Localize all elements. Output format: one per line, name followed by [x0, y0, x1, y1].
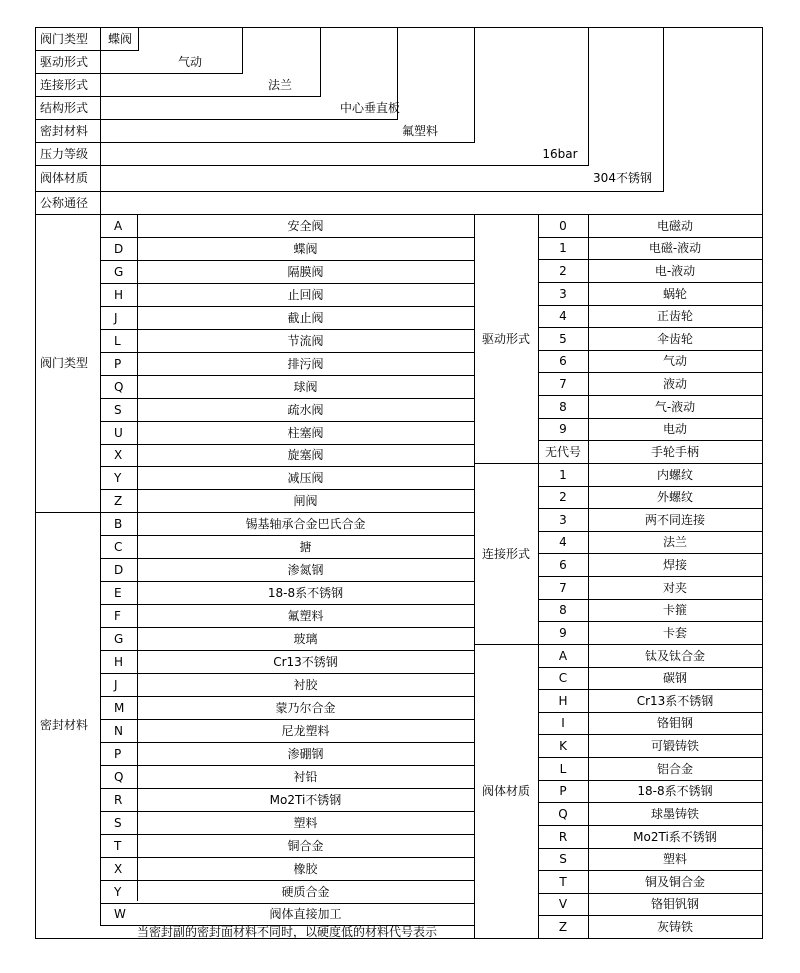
seal-material-code: R	[114, 793, 123, 807]
grid-line	[474, 644, 539, 645]
seal-material-name: 蒙乃尔合金	[275, 701, 336, 715]
code-cell: 3	[559, 513, 567, 527]
code-cell: 1	[559, 468, 567, 482]
grid-line	[100, 627, 475, 628]
code-cell: 1	[559, 241, 567, 255]
grid-line	[100, 375, 475, 376]
name-cell: 铝合金	[656, 762, 693, 776]
valve-type-name: 节流阀	[287, 334, 324, 348]
seal-material-code: C	[114, 540, 123, 554]
seal-material-code: M	[114, 701, 125, 715]
name-cell: 钛及钛合金	[644, 649, 705, 663]
grid-line	[100, 834, 475, 835]
seal-material-name: 18-8系不锈钢	[267, 586, 344, 600]
code-cell: T	[559, 875, 567, 889]
seal-material-code: P	[114, 747, 122, 761]
seal-material-name: 衬铅	[293, 770, 318, 784]
grid-line	[474, 463, 539, 464]
name-cell: 正齿轮	[656, 309, 693, 323]
seal-material-code: D	[114, 563, 124, 577]
grid-line	[100, 673, 475, 674]
seal-material-name: 橡胶	[293, 862, 318, 876]
grid-line	[538, 282, 763, 283]
grid-line	[100, 581, 475, 582]
grid-line	[538, 689, 763, 690]
grid-line	[100, 512, 475, 513]
valve-type-code: A	[114, 219, 123, 233]
seal-material-code: H	[114, 655, 124, 669]
valve-type-name: 蝶阀	[293, 242, 318, 256]
valve-type-name: 隔膜阀	[287, 265, 324, 279]
grid-line	[538, 599, 763, 600]
grid-line	[100, 696, 475, 697]
grid-line	[538, 237, 763, 238]
valve-type-name: 旋塞阀	[287, 448, 324, 462]
grid-line	[35, 119, 398, 120]
grid-line	[35, 165, 589, 166]
grid-line	[100, 903, 475, 904]
seal-material-name: 锡基轴承合金巴氏合金	[245, 517, 366, 531]
header-value-seal: 氟塑料	[401, 124, 438, 138]
grid-line	[100, 604, 475, 605]
code-cell: K	[559, 739, 567, 753]
grid-line	[100, 719, 475, 720]
grid-line	[100, 50, 139, 51]
code-cell: C	[558, 671, 568, 685]
valve-type-code: U	[114, 426, 123, 440]
name-cell: 可锻铸铁	[650, 739, 699, 753]
grid-line	[100, 352, 475, 353]
grid-line	[538, 644, 763, 645]
name-cell: 手轮手柄	[650, 445, 699, 459]
grid-line	[663, 27, 664, 192]
header-label: 压力等级	[40, 147, 89, 161]
name-cell: 伞齿轮	[656, 332, 693, 346]
grid-line	[100, 765, 475, 766]
header-label: 公称通径	[40, 196, 89, 210]
grid-line	[100, 489, 475, 490]
seal-material-name: Cr13不锈钢	[273, 655, 338, 669]
valve-type-name: 止回阀	[287, 288, 324, 302]
valve-type-code: J	[114, 311, 118, 325]
header-label: 驱动形式	[40, 55, 89, 69]
header-label: 连接形式	[40, 78, 89, 92]
valve-type-name: 疏水阀	[287, 403, 324, 417]
grid-line	[100, 444, 475, 445]
code-cell: 7	[559, 581, 567, 595]
grid-line	[538, 712, 763, 713]
grid-line	[100, 306, 475, 307]
grid-line	[35, 191, 664, 192]
grid-line	[538, 350, 763, 351]
valve-type-code: H	[114, 288, 124, 302]
grid-line	[538, 893, 763, 894]
code-cell: L	[559, 762, 567, 776]
seal-material-label: 密封材料	[40, 718, 89, 732]
name-cell: 电磁-液动	[648, 241, 702, 255]
grid-line	[100, 421, 475, 422]
seal-material-code: J	[114, 678, 118, 692]
valve-type-code: X	[114, 448, 123, 462]
name-cell: 铬钼钒钢	[650, 897, 699, 911]
seal-material-code: Y	[114, 885, 122, 899]
code-cell: R	[558, 830, 568, 844]
code-cell: H	[558, 694, 568, 708]
seal-material-name: 氟塑料	[287, 609, 324, 623]
seal-material-code: S	[114, 816, 122, 830]
valve-type-code: Q	[114, 380, 124, 394]
name-cell: 18-8系不锈钢	[637, 784, 713, 798]
name-cell: 蜗轮	[662, 287, 687, 301]
seal-material-name: 玻璃	[293, 632, 318, 646]
code-cell: I	[561, 716, 565, 730]
seal-material-name: 尼龙塑料	[281, 724, 330, 738]
grid-line	[538, 372, 763, 373]
grid-line	[100, 650, 475, 651]
grid-line	[35, 142, 475, 143]
seal-material-name: 衬胶	[293, 678, 318, 692]
code-cell: S	[559, 852, 567, 866]
grid-line	[538, 802, 763, 803]
seal-material-name: 铜合金	[287, 839, 324, 853]
valve-type-code: L	[114, 334, 121, 348]
code-cell: P	[559, 784, 567, 798]
header-value-connection: 法兰	[267, 78, 292, 92]
grid-line	[538, 915, 763, 916]
code-cell: Z	[558, 920, 568, 934]
header-label: 阀门类型	[40, 32, 89, 46]
name-cell: 电磁动	[656, 219, 693, 233]
code-cell: 2	[559, 490, 567, 504]
code-cell: 7	[559, 377, 567, 391]
grid-line	[474, 214, 475, 939]
name-cell: Cr13系不锈钢	[636, 694, 714, 708]
grid-line	[538, 780, 763, 781]
valve-type-code: Y	[114, 471, 122, 485]
grid-line	[538, 825, 763, 826]
header-value-drive: 气动	[177, 55, 202, 69]
header-value-body: 304不锈钢	[593, 171, 652, 185]
header-label: 密封材料	[40, 124, 89, 138]
header-label: 结构形式	[40, 101, 89, 115]
grid-line	[100, 237, 475, 238]
grid-line	[538, 531, 763, 532]
seal-material-code: X	[114, 862, 123, 876]
valve-type-name: 柱塞阀	[287, 426, 324, 440]
name-cell: 两不同连接	[644, 513, 705, 527]
grid-line	[100, 73, 243, 74]
code-cell: 8	[559, 400, 567, 414]
grid-line	[100, 811, 475, 812]
seal-material-code: B	[114, 517, 123, 531]
valve-type-name: 安全阀	[287, 219, 324, 233]
name-cell: 焊接	[662, 558, 687, 572]
valve-type-code: G	[114, 265, 124, 279]
seal-material-code: E	[114, 586, 122, 600]
valve-type-name: 排污阀	[287, 357, 324, 371]
grid-line	[35, 73, 101, 74]
grid-line	[100, 283, 475, 284]
grid-line	[35, 27, 763, 28]
grid-line	[100, 558, 475, 559]
seal-material-code: G	[114, 632, 124, 646]
header-label: 阀体材质	[40, 171, 89, 185]
header-value-valve-type: 蝶阀	[108, 32, 133, 46]
code-cell: 5	[559, 332, 567, 346]
grid-line	[35, 96, 321, 97]
seal-material-name: 塑料	[293, 816, 318, 830]
seal-material-name: 硬质合金	[281, 885, 330, 899]
code-cell: 9	[559, 422, 567, 436]
valve-type-label: 阀门类型	[40, 356, 89, 370]
valve-type-name: 减压阀	[287, 471, 324, 485]
grid-line	[35, 27, 36, 939]
code-cell: 4	[559, 535, 567, 549]
code-cell: 6	[559, 354, 567, 368]
grid-line	[538, 395, 763, 396]
body-material-label: 阀体材质	[481, 784, 530, 798]
drive-label: 驱动形式	[481, 332, 530, 346]
grid-line	[538, 734, 763, 735]
valve-type-name: 球阀	[293, 380, 318, 394]
name-cell: 法兰	[662, 535, 687, 549]
code-cell: 0	[559, 219, 567, 233]
code-cell: A	[558, 649, 568, 663]
grid-line	[100, 214, 101, 926]
name-cell: 灰铸铁	[656, 920, 693, 934]
grid-line	[538, 327, 763, 328]
grid-line	[35, 50, 101, 51]
code-cell: 4	[559, 309, 567, 323]
header-value-structure: 中心垂直板	[339, 101, 400, 115]
valve-type-name: 截止阀	[287, 311, 324, 325]
seal-material-name: 渗氮钢	[287, 563, 324, 577]
valve-type-code: Z	[114, 494, 123, 508]
grid-line	[100, 880, 475, 881]
grid-line	[538, 305, 763, 306]
grid-line	[538, 440, 763, 441]
valve-type-code: P	[114, 357, 122, 371]
name-cell: 电-液动	[654, 264, 696, 278]
grid-line	[538, 870, 763, 871]
grid-line	[100, 466, 475, 467]
grid-line	[588, 27, 589, 166]
valve-type-code: D	[114, 242, 124, 256]
code-cell: 无代号	[544, 445, 581, 459]
code-cell: V	[558, 897, 568, 911]
name-cell: 铜及铜合金	[644, 875, 705, 889]
seal-material-name: 搪	[299, 540, 312, 554]
code-cell: 3	[559, 287, 567, 301]
grid-line	[100, 329, 475, 330]
connection-label: 连接形式	[481, 547, 530, 561]
grid-line	[538, 418, 763, 419]
code-cell: 8	[559, 603, 567, 617]
grid-line	[474, 27, 475, 143]
grid-line	[100, 857, 475, 858]
name-cell: 气-液动	[654, 400, 696, 414]
name-cell: 气动	[662, 354, 687, 368]
grid-line	[538, 463, 763, 464]
valve-type-name: 闸阀	[293, 494, 318, 508]
code-cell: 6	[559, 558, 567, 572]
grid-line	[100, 742, 475, 743]
seal-material-code: F	[114, 609, 121, 623]
name-cell: 卡套	[662, 626, 687, 640]
name-cell: 液动	[662, 377, 687, 391]
name-cell: 塑料	[662, 852, 687, 866]
name-cell: 卡箍	[662, 603, 687, 617]
seal-material-code: N	[114, 724, 123, 738]
name-cell: 外螺纹	[656, 490, 693, 504]
name-cell: 电动	[662, 422, 687, 436]
grid-line	[35, 512, 101, 513]
seal-material-name: 阀体直接加工	[269, 907, 342, 921]
header-value-pressure: 16bar	[542, 147, 578, 161]
grid-line	[538, 757, 763, 758]
code-cell: Q	[558, 807, 568, 821]
grid-line	[538, 259, 763, 260]
code-cell: 2	[559, 264, 567, 278]
valve-type-code: S	[114, 403, 122, 417]
grid-line	[100, 260, 475, 261]
name-cell: 铬钼钢	[656, 716, 693, 730]
seal-material-name: Mo2Ti不锈钢	[269, 793, 342, 807]
grid-line	[538, 576, 763, 577]
seal-material-note: 当密封副的密封面材料不同时，以硬度低的材料代号表示	[136, 925, 437, 939]
name-cell: 内螺纹	[656, 468, 693, 482]
grid-line	[538, 848, 763, 849]
grid-line	[100, 398, 475, 399]
grid-line	[100, 535, 475, 536]
name-cell: 球墨铸铁	[650, 807, 699, 821]
grid-line	[138, 27, 139, 51]
seal-material-code: Q	[114, 770, 124, 784]
grid-line	[538, 508, 763, 509]
name-cell: 对夹	[662, 581, 687, 595]
seal-material-code: T	[114, 839, 122, 853]
seal-material-code: W	[114, 907, 126, 921]
seal-material-name: 渗硼钢	[287, 747, 324, 761]
grid-line	[538, 667, 763, 668]
grid-line	[35, 214, 763, 215]
name-cell: Mo2Ti系不锈钢	[633, 830, 717, 844]
grid-line	[538, 486, 763, 487]
grid-line	[538, 621, 763, 622]
grid-line	[538, 553, 763, 554]
grid-line	[100, 788, 475, 789]
name-cell: 碳钢	[662, 671, 687, 685]
code-cell: 9	[559, 626, 567, 640]
